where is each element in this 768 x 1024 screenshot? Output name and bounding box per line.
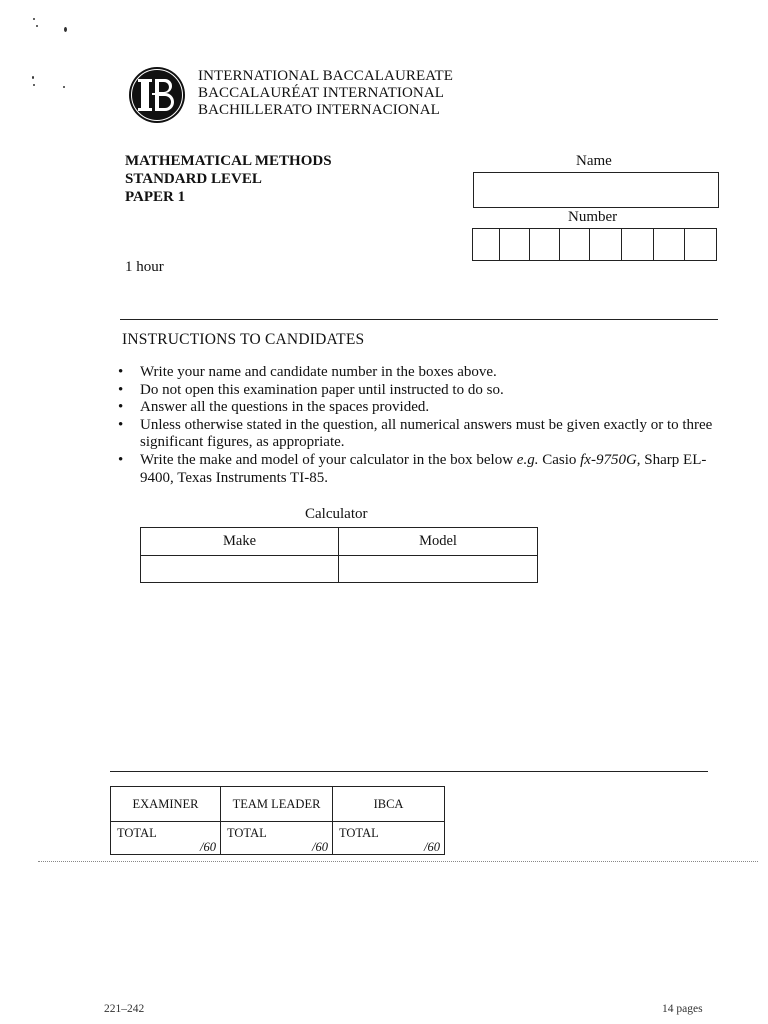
total-label: TOTAL xyxy=(117,826,157,840)
ibca-total-cell[interactable] xyxy=(333,822,445,855)
number-digit-box[interactable] xyxy=(500,229,530,260)
exam-subject xyxy=(125,152,332,206)
total-label: TOTAL xyxy=(339,826,379,840)
calculator-table xyxy=(140,527,538,583)
total-score-suffix: /60 xyxy=(424,840,440,854)
page-count: 14 pages xyxy=(662,1003,703,1015)
instruction-item: • Unless otherwise stated in the question, all numerical answers must be given exactly or to three significant figures, as appropriate. xyxy=(118,416,713,451)
name-label: Name xyxy=(576,153,612,169)
number-digit-box[interactable] xyxy=(560,229,590,260)
divider xyxy=(110,771,708,772)
number-digit-box[interactable] xyxy=(654,229,685,260)
examiner-total-cell[interactable] xyxy=(111,822,221,855)
ib-logo-icon xyxy=(128,66,186,124)
exam-duration: 1 hour xyxy=(125,259,164,275)
team-leader-total-cell[interactable] xyxy=(221,822,333,855)
number-digit-box[interactable] xyxy=(530,229,560,260)
number-digit-box[interactable] xyxy=(473,229,500,260)
paper-code: 221–242 xyxy=(104,1003,145,1015)
organization-line-en: INTERNATIONAL BACCALAUREATE xyxy=(198,68,454,84)
divider xyxy=(120,319,718,320)
name-field[interactable] xyxy=(473,172,719,208)
instruction-item: • Do not open this examination paper until instructed to do so. xyxy=(118,381,504,398)
paper-line: PAPER 1 xyxy=(125,189,186,205)
number-digit-box[interactable] xyxy=(622,229,654,260)
level-line: STANDARD LEVEL xyxy=(125,171,262,187)
instructions-title: INSTRUCTIONS TO CANDIDATES xyxy=(122,331,365,348)
total-score-suffix: /60 xyxy=(200,840,216,854)
organization-name xyxy=(198,68,453,119)
examiner-header: EXAMINER xyxy=(111,787,221,822)
cut-line xyxy=(38,861,758,862)
number-digit-box[interactable] xyxy=(590,229,622,260)
marks-table xyxy=(110,786,445,855)
instruction-item: • Write your name and candidate number in the boxes above. xyxy=(118,364,497,380)
model-header: Model xyxy=(339,528,538,556)
team-leader-header: TEAM LEADER xyxy=(221,787,333,822)
instructions-list xyxy=(118,364,718,487)
subject-line: MATHEMATICAL METHODS xyxy=(125,153,332,169)
make-field[interactable] xyxy=(141,556,339,583)
calculator-title: Calculator xyxy=(305,506,368,522)
instruction-item-calculator: • Write the make and model of your calculator in the box below e.g. Casio fx-9750G, Sharp EL-9400, Texas Instruments TI-85. xyxy=(118,451,707,486)
total-label: TOTAL xyxy=(227,826,267,840)
instruction-item: • Answer all the questions in the spaces provided. xyxy=(118,399,430,416)
number-label: Number xyxy=(568,209,618,225)
make-header: Make xyxy=(141,528,339,556)
total-score-suffix: /60 xyxy=(312,840,328,854)
model-field[interactable] xyxy=(339,556,538,583)
number-digit-box[interactable] xyxy=(685,229,716,260)
candidate-number-field[interactable] xyxy=(472,228,717,261)
organization-line-es: BACHILLERATO INTERNACIONAL xyxy=(198,102,440,118)
organization-line-fr: BACCALAURÉAT INTERNATIONAL xyxy=(198,85,445,101)
ibca-header: IBCA xyxy=(333,787,445,822)
